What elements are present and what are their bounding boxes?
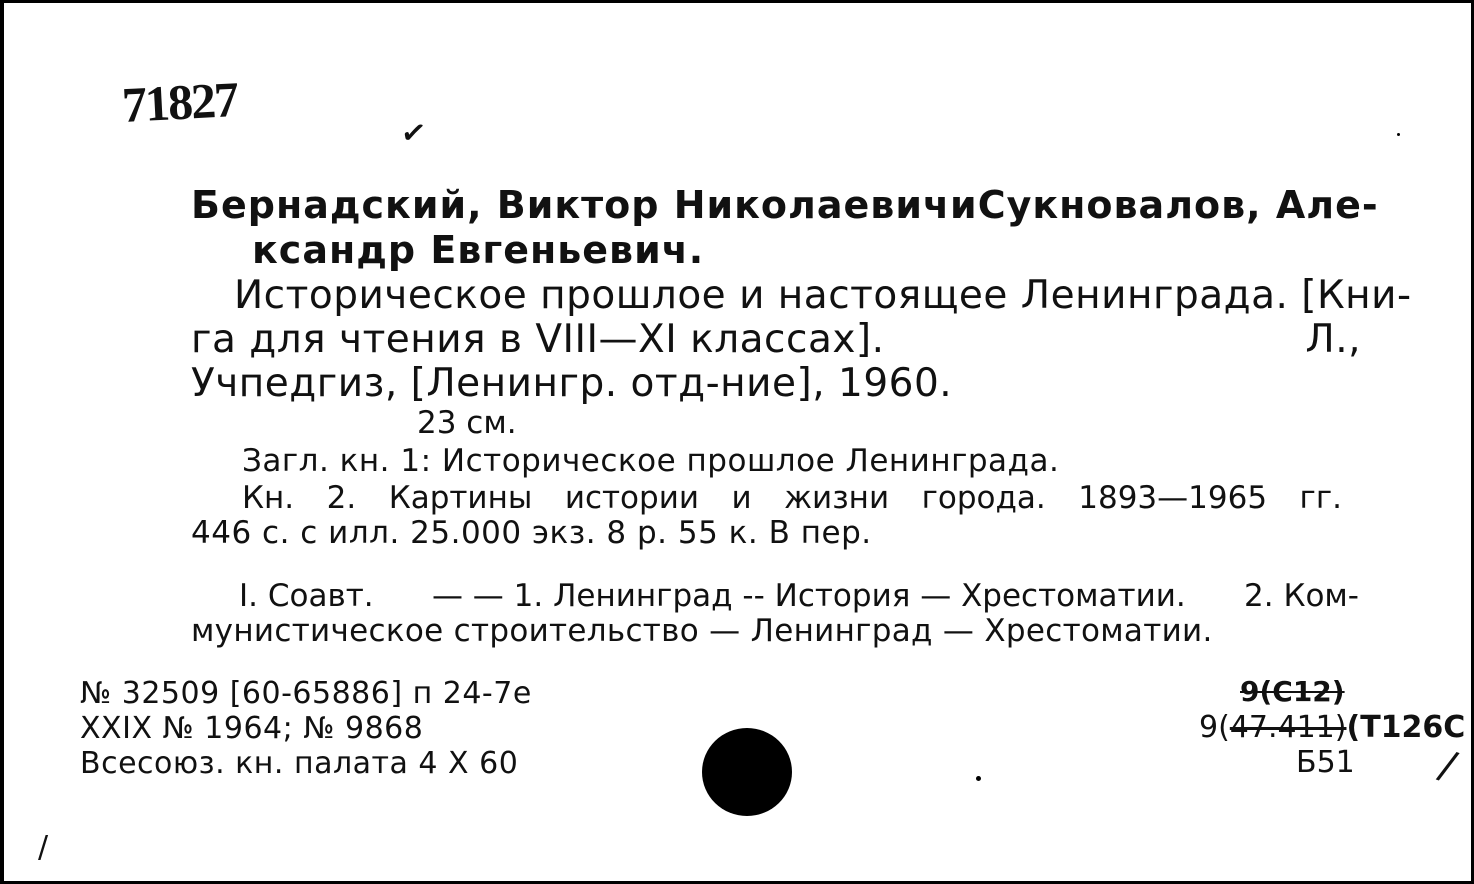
title-line-3: Учпедгиз, [Ленингр. отд-ние], 1960.	[191, 361, 953, 406]
note-word: Картины	[388, 480, 533, 516]
inventory-number: 71827	[120, 71, 239, 133]
punch-hole	[702, 728, 792, 816]
author-line-1	[191, 183, 1379, 227]
corner-mark: /	[1433, 742, 1462, 790]
author-sign: Б51	[1296, 745, 1355, 780]
note-word: 2.	[326, 480, 357, 516]
subject-heading-2: 2. Ком-	[1244, 578, 1359, 614]
tick-mark: ✓	[398, 115, 429, 152]
classification-struck: 9(С12)	[1240, 675, 1345, 708]
note-word: Кн.	[242, 480, 295, 516]
note-line-1: Загл. кн. 1: Историческое прошлое Ленинграда.	[242, 443, 1060, 479]
pencil-mark: /	[38, 830, 49, 865]
classification-line-2	[1199, 710, 1465, 745]
subject-line-2: мунистическое строительство — Ленинград — Хрестоматии.	[191, 613, 1213, 649]
title-line-2-text: га для чтения в VIII—XI классах].	[191, 317, 885, 362]
publication-place: Л.,	[1305, 317, 1361, 362]
note-word: истории	[564, 480, 699, 516]
footer-line-3: Всесоюз. кн. палата 4 Х 60	[80, 746, 519, 781]
note-line-3: 446 с. с илл. 25.000 экз. 8 р. 55 к. В пер.	[191, 515, 872, 551]
note-line-2	[242, 480, 1342, 516]
subject-line-1	[239, 578, 1359, 614]
classification-handwritten: (Т126С	[1346, 710, 1466, 745]
classification-struck-part: 47.411)	[1229, 710, 1347, 745]
note-word: и	[731, 480, 752, 516]
title-line-1-text: Историческое прошлое и настоящее Ленинграда. [Кни-	[234, 273, 1412, 318]
author-first: Бернадский, Виктор Николаевич	[191, 183, 951, 227]
title-line-2	[191, 317, 1361, 362]
author-second: Сукновалов, Але-	[977, 183, 1379, 227]
title-line-1	[234, 273, 1412, 318]
note-word: 1893—1965	[1078, 480, 1268, 516]
footer-line-1: № 32509 [60-65886] п 24-7е	[80, 676, 532, 711]
note-word: гг.	[1299, 480, 1342, 516]
note-word: города.	[921, 480, 1046, 516]
ink-speck	[976, 776, 981, 781]
author-line-2: ксандр Евгеньевич.	[252, 228, 705, 272]
ink-speck	[1397, 133, 1400, 136]
classification-prefix: 9(	[1199, 710, 1230, 745]
author-conjunction: и	[950, 183, 978, 227]
footer-line-2: XXIX № 1964; № 9868	[80, 711, 424, 746]
subject-coauthor: I. Соавт.	[239, 578, 374, 614]
book-size: 23 см.	[417, 405, 517, 441]
note-word: жизни	[784, 480, 890, 516]
subject-heading: — — 1. Ленинград -- История — Хрестоматии.	[431, 578, 1186, 614]
